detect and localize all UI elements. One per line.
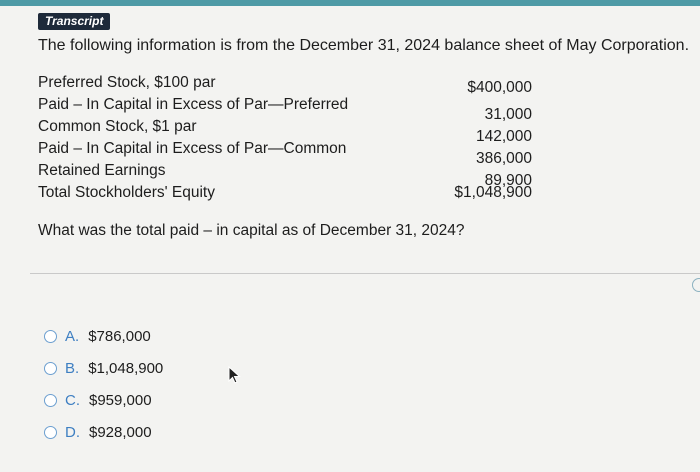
option-b[interactable] <box>44 352 163 384</box>
option-letter: D. <box>65 423 80 441</box>
row-label: Preferred Stock, $100 par <box>38 74 216 91</box>
option-c[interactable] <box>44 384 163 416</box>
radio-icon[interactable] <box>44 362 57 375</box>
row-amount: $400,000 <box>467 79 532 96</box>
balance-sheet-table <box>38 72 532 204</box>
row-label: Total Stockholders' Equity <box>38 184 215 201</box>
row-label: Paid – In Capital in Excess of Par—Preferred <box>38 96 349 113</box>
row-amount: $1,048,900 <box>454 184 532 201</box>
radio-icon[interactable] <box>44 394 57 407</box>
problem-prompt: The following information is from the December 31, 2024 balance sheet of May Corporation. <box>38 37 690 54</box>
row-amount: 142,000 <box>475 128 532 145</box>
row-label: Paid – In Capital in Excess of Par—Common <box>38 140 347 157</box>
scroll-handle-icon[interactable] <box>692 278 700 292</box>
option-text: $1,048,900 <box>88 359 164 377</box>
balance-row <box>38 94 532 123</box>
option-letter: C. <box>65 391 80 409</box>
option-letter: B. <box>65 359 80 377</box>
option-a[interactable] <box>44 320 163 352</box>
radio-icon[interactable] <box>44 426 57 439</box>
section-divider <box>30 273 700 274</box>
balance-row <box>38 138 532 167</box>
answer-options <box>44 320 163 448</box>
balance-row <box>38 72 532 94</box>
top-accent-bar <box>0 0 700 6</box>
row-label: Common Stock, $1 par <box>38 118 197 135</box>
transcript-badge: Transcript <box>38 13 110 30</box>
balance-row <box>38 116 532 145</box>
option-d[interactable] <box>44 416 163 448</box>
option-text: $786,000 <box>88 327 151 345</box>
option-letter: A. <box>65 327 80 345</box>
row-label: Retained Earnings <box>38 162 166 179</box>
radio-icon[interactable] <box>44 330 57 343</box>
balance-row <box>38 160 532 189</box>
option-text: $959,000 <box>89 391 152 409</box>
option-text: $928,000 <box>89 423 152 441</box>
balance-row <box>38 182 532 204</box>
row-amount: 89,900 <box>484 172 532 189</box>
mouse-cursor-icon <box>228 366 244 386</box>
row-amount: 386,000 <box>475 150 532 167</box>
row-amount: 31,000 <box>484 106 532 123</box>
question-text: What was the total paid – in capital as of December 31, 2024? <box>38 222 465 239</box>
